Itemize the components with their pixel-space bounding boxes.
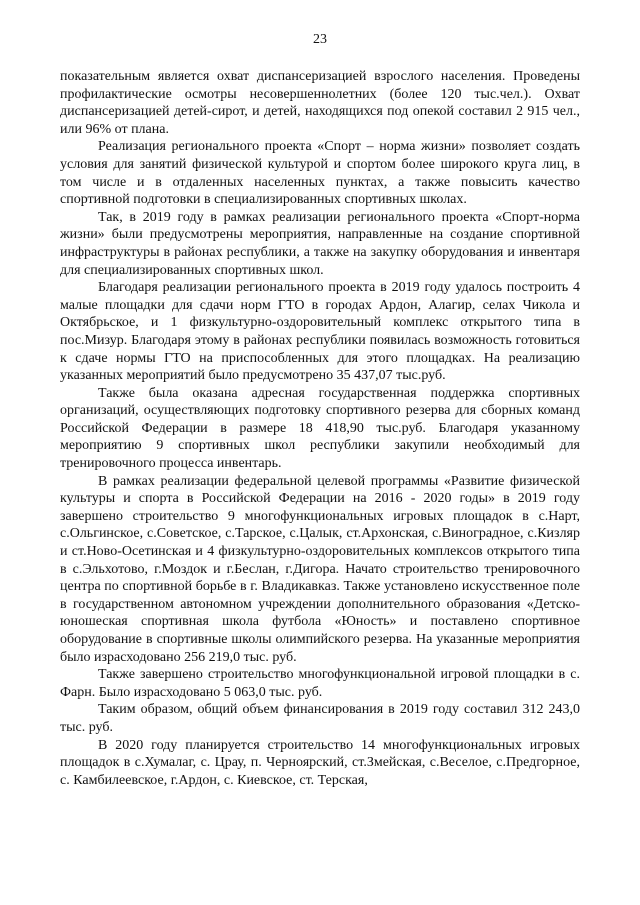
paragraph-7: Также завершено строительство многофункциональной игровой площадки в с. Фарн. Было израсходовано 5 063,0 тыс. руб. bbox=[60, 667, 580, 700]
paragraph-8: Таким образом, общий объем финансирования в 2019 году составил 312 243,0 тыс. руб. bbox=[60, 702, 580, 735]
paragraph-6: В рамках реализации федеральной целевой программы «Развитие физической культуры и спорта в Российской Федерации на 2016 - 2020 годы» в 2019 году завершено строительство 9 многофункциональных игровых площадок в с.Нарт, с.Ольгинское, с.Советское, с.Тарское, с.Цалык, ст.Архонская, с.Виноградное, с.Кизляр и ст.Ново-Осетинская и 4 физкультурно-оздоровительных комплексов открытого типа в с.Эльхотово, г.Моздок и г.Беслан, г.Дигора. Начато строительство тренировочного центра по спортивной борьбе в г. Владикавказ. Также установлено искусственное поле в государственном автономном учреждении дополнительного образования «Детско-юношеская спортивная школа футбола «Юность» и поставлено спортивное оборудование в спортивные школы олимпийского резерва. На указанные мероприятия было израсходовано 256 219,0 тыс. руб. bbox=[60, 473, 580, 665]
paragraph-5: Также была оказана адресная государственная поддержка спортивных организаций, осуществляющих подготовку спортивного резерва для сборных команд Российской Федерации в размере 18 418,90 тыс.руб. Благодаря указанному мероприятию 9 спортивных школ республики закупили необходимый для тренировочного процесса инвентарь. bbox=[60, 385, 580, 472]
paragraph-3: Так, в 2019 году в рамках реализации регионального проекта «Спорт-норма жизни» были предусмотрены мероприятия, направленные на создание спортивной инфраструктуры в районах республики, а также на закупку оборудования и инвентаря для специализированных спортивных школ. bbox=[60, 209, 580, 278]
paragraph-1: показательным является охват диспансеризацией взрослого населения. Проведены профилактические осмотры несовершеннолетних (более 120 тыс.чел.). Охват диспансеризацией детей-сирот, и детей, находящихся под опекой составил 2 915 чел., или 96% от плана. bbox=[60, 69, 580, 137]
paragraph-4: Благодаря реализации регионального проекта в 2019 году удалось построить 4 малые площадки для сдачи норм ГТО в городах Ардон, Алагир, селах Чикола и Октябрьское, и 1 физкультурно-оздоровительный комплекс открытого типа в пос.Мизур. Благодаря этому в районах республики появилась возможность готовиться к сдаче нормы ГТО на приспособленных для этого площадках. На реализацию указанных мероприятий было предусмотрено 35 437,07 тыс.руб. bbox=[60, 280, 580, 384]
paragraph-2: Реализация регионального проекта «Спорт – норма жизни» позволяет создать условия для занятий физической культурой и спортом более широкого круга лиц, в том числе и в отдаленных населенных пунктах, а также повысить качество спортивной подготовки в специализированных спортивных школах. bbox=[60, 139, 580, 208]
paragraph-9: В 2020 году планируется строительство 14 многофункциональных игровых площадок в с.Хумалаг, с. Црау, п. Черноярский, ст.Змейская, с.Веселое, с.Предгорное, с. Камбилеевское, г.Ардон, с. Киевское, ст. Терская, bbox=[60, 737, 580, 788]
document-body bbox=[60, 68, 580, 789]
page-number: 23 bbox=[313, 32, 327, 47]
